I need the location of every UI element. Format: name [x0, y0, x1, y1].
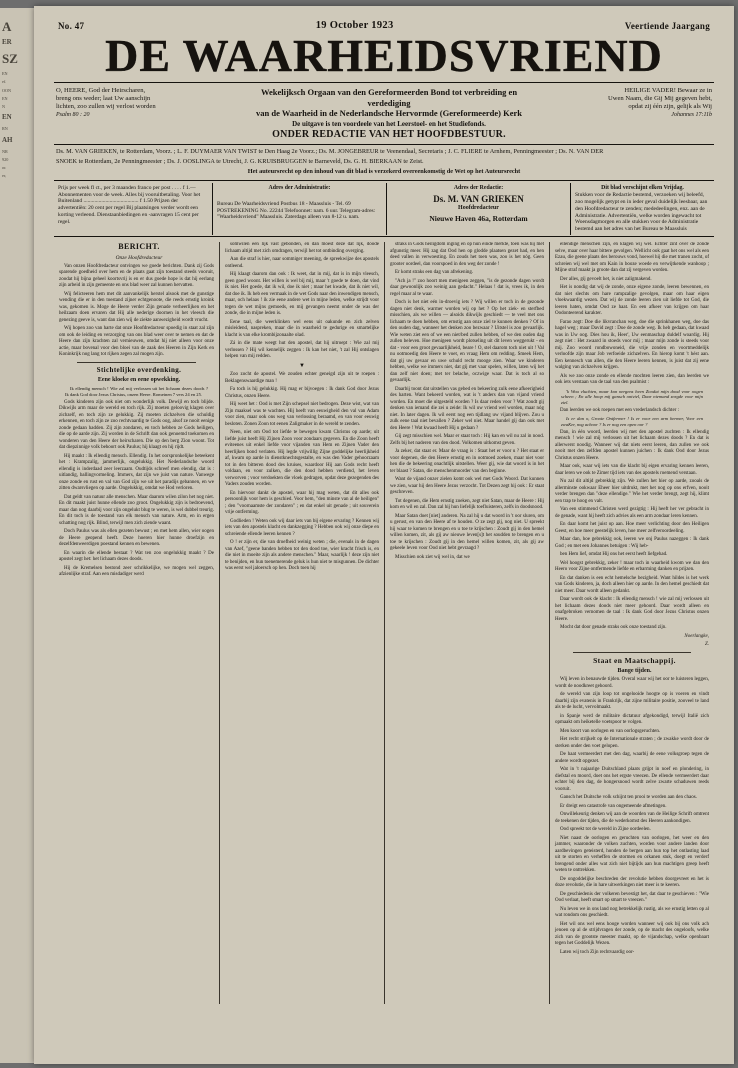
editor-role: Hoofdredacteur	[458, 205, 499, 212]
paragraph: Aan die straf is hier, naar sommiger meening, de spreekwijze des apostels ontleend.	[225, 257, 379, 269]
paragraph: Het recht strijkelt op de Internationale straten ; de zwakke wordt door de sterken onder den voet gelopen.	[555, 737, 709, 749]
right-verse-reference: Johannes 17:11b	[671, 111, 712, 118]
right-verse-line-3: opdat zij één zijn, gelijk als Wij	[628, 103, 712, 111]
paragraph: Als we zoo onze zonde en ellende mochten leeren zien, dan leerden we ook iets verstaan van de taal van den psalmist :	[555, 373, 709, 386]
edge-text: EN	[2, 71, 8, 76]
left-verse-line-1: O, HEERE, God der Heirscharen,	[56, 87, 146, 94]
paragraph: ben Hem lief, omdat Hij ons het eerst heeft liefgehad.	[560, 552, 668, 558]
paragraph: En dat danken is een echt hemelsche bezigheid. Want hildes is het werk van Gods kinderen, ja, doch alleen hier op aarde. In den hemel geschiedt dat niet meer. Daar wordt alleen gedankt.	[555, 575, 709, 594]
edge-fragment: ER	[2, 38, 12, 46]
edge-fragment: EN	[2, 113, 12, 122]
paragraph: En waarin die ellende bestaat ? Wat ten zoo ongelukkig maakt ? De apostel zegt het: het lichaam dezes doods.	[59, 550, 214, 563]
issue-number: No. 47	[58, 21, 85, 31]
publication-notice-text: Stukken voor de Redactie bestemd, verzoeken wij beleefd, zoo mogelijk getypt en in ieder geval duidelijk leesbaar, aan den Hoofdredacteur te zenden; mededeelingen, enz. aan de Administratie. Advertentiën, welke worden ingewacht tot Woensdagmorgen en alle stukken voor de Administratie bestemd aan het adres van het Bureau te Maassluis	[575, 191, 708, 233]
edge-text: or.	[2, 165, 7, 170]
edge-text: OON	[2, 87, 12, 93]
paragraph: Er komt straks een dag van afrekening.	[395, 270, 474, 276]
paragraph: Want de vijand onzer zielen komt ook wel met Gods Woord. Dat kunnen we zien, waar hij den Heere Jezus verzocht. Tot Dezen zegt hij ook : Er staat geschreven.	[390, 477, 544, 496]
administration-box	[212, 183, 386, 235]
paragraph-ornament: ▼	[299, 362, 305, 369]
paragraph: Dan, in één woord, leerden wij met den apostel zuchten : Ik ellendig mensch ! wie zal mij verlossen uit het lichaam dezes doods ? En dat is allerwerst noodig. Wanneer wij dat niets eerst leeren, dan zullen we ook nooit met den zelfden apostel kunnen juichen : Ik dank Ood door Jezus Christus onzen Heere.	[555, 429, 709, 461]
scripture-quote: Ik ellendig mensch ! Wie zal mij verlossen uit het lichaam dezes doods ? Ik dank God door Jezus Christus, onzen Heere. Romeinen 7 vers 24 en 25.	[65, 386, 208, 398]
paragraph: Ja zeker, dat staat er. Maar de vraag is : Staat het er voor u ? Het staat er voor degenen, die den Heere ernstig en in ootmoed zoeken, maar niet voor hen die de bekeering onachtlijk uitstellen. Weer gij, wie dat woord is in het ter blaast ? Satan, die menschenmoorder van den beginne.	[390, 449, 544, 474]
editor-heading: Adres der Redactie:	[453, 184, 504, 191]
issue-date: 19 October 1923	[315, 20, 394, 31]
subtitle-line-2: van de Waarheid in de Nederlandsche Hervormde (Gereformeerde) Kerk	[256, 108, 522, 119]
paragraph: Tot degenen, die Hem ernstig zoeken, zegt niet Satan, maar de Heere : Hij kom en wil en zal. Dan zal hij hun liefelijk toefluisteren, zelfs in doodsnood.	[390, 498, 544, 511]
paragraph: Farao zegt: Doe die likvranchan weg, doe die sprinkhanen weg, doe das hagel weg ; maar David zegt : Doe de zonde weg. Ik heb gedaan, dat kwaad was in Uw oog. Dies hou ik, Heer', Uw eenmaschap duldelf woardig. Hij zegt niet : Het zwaard in stoeds voor mij ; maar mijn zonde is steeds voor mij. Zoo woord rondbowoneid, die vrije zonden en voortmeddelijk verloofde zijn maar Job verfoeide zichzelven. En hierop komt 't hést aan. Een kennesch van allen, die den Heere leeren kennen, is juist dat zij eene walging van zichzelven krijgen.	[555, 319, 709, 371]
right-verse-block	[542, 87, 712, 141]
paragraph: Hij klaagt daarom dan ook : Ik weet, dat in mij, dat is in mijn vleesch, geen goed woont. Het willen is wel bij mij, maar 't goede te doen, dat vind ik niet. Het goede, dat ik wil, doe ik niet ; maar het kwade, dat ik niet wil, dat doe ik. Ik heb een vermaak in de wet Gods naar den inwendigen mensch, maar, och helaas ! ik zie eene andere wet in mijne leden, welke strijdt voor tegen de wet mijns gemoeds, en mij gevangen neemt onder de was der zonde, die in mijne leden is.	[225, 272, 379, 317]
paragraph: Daar wordt ook de klacht : Ik ellendig mensch ! wie zal mij verlossen uit het lichaam dezes doods niet meer gehoord. Daar wordt alleen en onafgebroken vernomen de taal : Ik dank God door Jezus Christus onzen Heere.	[555, 597, 709, 622]
paragraph: Hij weet het : Ood is met Zijn schepsel niet bedrogen. Deze wist, wat van Zijn maaksel was te wachten. Hij heeft van eeuwigheid den val van Adam voor zien, maar ook ons weg van verlossing beraamd, en van voor eeuwig besloten. Zonen Zoon tot eenen Zaligmaker in de wereld te zenden.	[225, 402, 379, 427]
paragraph: Daarbij toont dat uitstellen vas gebed en bekeering zulk eene afkeerigheid des harten. Want bekeerd worden, wat is 't anders dan van vijand vriend worden. En moet die uitgesteld worden ? Is daar reden voor ? Wat zoudt gij denken van iemand die zei u zeide: Ik wil uw vriend wel worden, maar nóg niet. In later dagen. Ik wil eerst nog een tijdlang uw vijand blijven. Zou u zulk eene taal niet bevallen ? Zeker wel niet. Maar handel gij dan ook met den Heere ! Wat kwaad heeft Hij u gedaan ?	[390, 386, 544, 431]
masthead-band	[54, 84, 714, 143]
edge-text: RN	[2, 126, 8, 132]
paragraph: O ! er zijn er, die van droefheid weinig weten ; die, evenals in de dagen van Azef, "geene banden hebben tot den dood toe, wier kracht frisch is, en die niet in moeite zijn als andere menschen." Maar, waarlijk ! deze zijn niet te benijden, en hun toenemerende geluk is hun niet te misgunnen. De dichter was eerst wel jaloersch op hen. Doch toen hij	[225, 540, 379, 572]
newspaper-title: DE WAARHEIDSVRIEND	[105, 30, 663, 81]
editorial-board-heading: ONDER REDACTIE VAN HET HOOFDBESTUUR.	[272, 128, 506, 140]
section-divider	[77, 362, 196, 363]
right-verse-line-1: HEILIGE VADER! Bewaar ze in	[624, 87, 712, 94]
subscription-box	[54, 183, 212, 235]
overdenking-heading: Stichtelijke overdenking.	[96, 365, 182, 374]
paragraph: Mocht dat door genade straks ook onze toestand zijn.	[560, 625, 667, 631]
edge-text: er,	[2, 173, 7, 179]
paragraph: Men koort van oorlogen en van oorlogsgeruchten.	[560, 728, 661, 734]
verse-quote-1: 'k Wou vluchten, maar kon nergens heen Zoodat mijn dood voor oogen scheen ; En alle hoop mij gansch ontviel, Daar niemand zorgde voor mijn ziel.	[561, 388, 703, 406]
left-verse-line-3: lichten, zoo zullen wij verlost worden	[56, 103, 156, 111]
paragraph: De ongoddelijke beschreden der revolutie hebben doorgevreet en het is doze revolutie, die in hare uitwerkingen niet meer is te keeren.	[555, 876, 709, 889]
paragraph: Hij maakt : Ik ellendig mensch. Ellendig. In het oorspronkelijke beteekent het : Krampzalig, jammerlijk, ongelukkig. Het Nederlandsche woord ellendig is inderdaad zeer leerzaam. Oudtijds schreef men elendig, dat is : uitlandig, ballingvormeling. Immers, dat zijn we juist van nature. Vanwege onze zonde en rust en val van God zijn we uit het paradijs gebannen, en we zitten dwarsvliegen op aarde. Ongelukkig, omdat we Hod verloren.	[59, 453, 214, 492]
paragraph: Wij leven in benauwde tijden. Overal waar wij het oor te luisteren leggen, wordt de noodkreet gehoord.	[555, 677, 709, 689]
paragraph: Onwillekeurig denken wij aan de woorden van de Heilige Schrift omtrent de teekenen der tijden, die de wederkomst des Heeren aankondigen.	[555, 812, 709, 824]
subtitle-block	[242, 87, 536, 141]
paragraph: En hiervoor dankt de apostel, waar hij mag weten, dat dit alles ook persoonlijk voor hem is geschied. Voor hem, "den minste van al de heiligen" ; den "voornaamste der zondaren" ; en dat enkel uit genade ; uit souverein vrije ontferming.	[225, 490, 379, 516]
board-members-line-1: Ds. M. VAN GRIEKEN, te Rotterdam, Voorz. ; L. F. DUYMAER VAN TWIST te Den Haag 2e Voorz.; Ds. M. JONGEBREUR te Veenendaal, Secretaris ; J. C. FLIERE te Arnhem, Penningmeester ; Ds. N. VAN DER	[56, 148, 604, 156]
paragraph: Maar Satan doet [niet] anderen. Na zal hij u dat woord in 't oor sluren, om u gerust, en van den Heere af te houden. O ze zegt gij, nog niet. U spreekt hij waar te komen te brengen en u toe te krijschen : Zoudt gij in den hemel willen komen, zit, als gij aw nieuwe leven[s]t het soudden te brengen en u toe te krijschen : Zoudt gij in den hemel willen komen, zit, als gij aw gekeele leven voor Ood niet hebt gevraagd ?	[390, 513, 544, 552]
paragraph: Dan leerden we ook roepen met een vrederlandsch dichter :	[560, 407, 679, 413]
paragraph: Fa toch is hij gelukkig. Hij mag er bijvoegen : Ik dank God door Jezus Christus, onzen Heere.	[225, 387, 379, 399]
edge-text: 920	[2, 156, 9, 162]
overdenking-subheading: Eene kloeke en eene opwekking.	[97, 376, 181, 383]
column-4	[549, 242, 714, 1004]
paragraph: Wel hoogst gebrekkig, zeker ! maar toch in waarheid kwom we dan den Heero voor Zijne ontfermende liefde en erbarming danken en prijzen.	[555, 560, 709, 573]
editor-name: Ds. M. VAN GRIEKEN	[433, 193, 524, 204]
board-members-line-2: SNOEK te Rotterdam, 2e Penningmeester ; Ds. J. OOSLINGA te Utrecht, J. G. KRUISBRUGGEN te Barneveld, Ds. G. H. BIERKAAN te Zeist.	[56, 158, 424, 166]
edge-fragment: AH	[2, 135, 13, 144]
staat-maatschappij-heading: Staat en Maatschappij.	[593, 655, 676, 665]
editor-box	[386, 183, 570, 235]
paragraph: Wat in 't najaarige Duitschland plaats grijpt in noef en plondering, in diefstal en moord, doet ons het ergste vreezen. De ellende vermeerdert daar echter bij den dag, de hongersnood wordt zelve zwarte schaduwen reeds vooruit.	[555, 767, 709, 792]
left-verse-block	[56, 87, 236, 141]
subtitle-line-3: De uitgave is ten voordeele van het Leerstoel- en het Studiefonds.	[292, 119, 486, 128]
masthead-rule-2	[54, 144, 714, 145]
edge-fragment: A	[2, 19, 12, 34]
paragraph: Maar ook, waar wij iets van die klacht bij eigen ervaring kennen leeren, daar leren we ook te Zimer tijd iets van des apostels roemend verstaan.	[555, 464, 709, 476]
newspaper-sheet	[34, 6, 734, 1064]
paragraph: somwilen een lijk vast gebonden, en dan moest deze dat lijk, doode lichaam altijd met zich omdragen, terwijl het tot ontbinding overging.	[225, 242, 379, 254]
administration-text: Bureau De Waarheidsvriend Postbus 18 - Maassluis - Tel. 69 POSTREKENING No. 22244 Telefoonnet: nam. 6 uur. Telegram-adres: "Waarheidsvriend" Maassluis. Zaterdags alleen van 8-12 u. nam.	[217, 200, 376, 221]
edge-fragment: SZ	[2, 51, 18, 66]
paragraph: de wereld van zijn loop tot ongelooide hoogte op is voeren en vindt daarbij zijn evatenis in Frankrijk, dat zijne militaire positie, zooveel te land als te de lucht, vervolmaakt.	[555, 692, 709, 711]
section-divider	[573, 652, 691, 653]
paragraph: Niet naast de oorlogen en geruchten van oorlogen, het weer en den jammer, waaronder de volken zuchten, worden voor andere landen door aardbevingen geteisterd, honden de bergen aan hun top het ontlasting laad uit te storten en verheffen de stormen en orkanen stuk, doegt en verderf brengend onder alles wat zich niet bijtijds aan hun machtigen greep heeft weten te onttrekken.	[555, 835, 709, 874]
bange-tijden-subheading: Bange tijden.	[617, 667, 652, 674]
masthead-info-boxes	[54, 183, 714, 235]
column-2	[219, 242, 384, 1004]
paragraph: Het wil ons wel eens hooge worden wanneer wij ook bij ons volk ach jenoen op al de strijdvragen der zonde, op de macht des ongeloofs, welke zich van de grootste meester maakt, op de vijandschap, welke openbaart tegen het Goddelijk Wezen.	[555, 921, 709, 947]
paragraph: Zá in die mate weegt hut den apostel, dat hij uitroept : Wie zal mij verlossen ? Hij wil kennelijk zeggen : Ik kan het niet, 't zal Hij ontslagen helpen van mij redden.	[225, 341, 379, 360]
edge-text: NR	[2, 148, 8, 154]
paragraph: Wij felicteeren hem met dit aanvankelijk herstel alsook met de gunstige wending die er in den toestand zijner echtgenoote, die reeds ernstig kroink was, gekomen is. Moge de Heere verder Zijn genade verheerlijken en het heilzaam doen ervaren dat Hij alle nederige doornen in het vleesch die genezing geeve is, want dan zien wij de ziekte aanwezigheid wordt vrucht.	[59, 291, 214, 323]
paragraph: Ood spreekt tot de wereld in Zijne oordeelen.	[560, 827, 651, 833]
paragraph: straks in Gods heiligdom inging en op hun einde merkte, toen was hij met afgunstig meer. Hij zag dat Ood hen op glodde plaatsen gezet had, en hen deed vallen in verwoesting. En zouds het toen was, zoo is het nóg. Geen grooter oordeel, dan voorspoed in den weg der zonde !	[390, 242, 544, 267]
masthead-rule-4	[54, 236, 714, 237]
masthead-rule-3	[54, 180, 714, 181]
paragraph: Eene taal, die weerklinken wel eens uit oakunde en zich zelven misleidend, naspreken, maar die in waarheid te gedurige en smartelijke klacht is van elke krombijzonaalte olad.	[225, 319, 379, 338]
paragraph: Hij de Kremelsen bestond zeer schrikkelijke, we mogen wel zeggen, afzienlijke straf. Aan een misdadiger werd	[59, 565, 214, 578]
paragraph: Van een stimmend Christen werd gezigtig : Hij heeft her ver gebracht in de genade, want hij heeft zich advies als een arm zondaar leren kennen.	[555, 507, 709, 519]
paragraph: Doch is het niet eén in-droevig iets ? Wij willen er toch in de gezonde dagen niet denk, warmer worden wij op het ? Op het ziek- en sterfbed misschien, als we willen — alsoids dikwijls geschiedt — te veel met ons lichaam te doen hebben, om ernstig aan onze ziel te kunnen denken ? Of in den ouden dag, wanneer het denken zoo bezwaar ? Uitstel is zoo gevaarlijk. Wie weten ziet een of we een niet/bed zullen hebben, of we den ouden dag zullen beleven. Hoe menigeen wordt plotseling uit dit leven weggerukt - en dat - voor een groot gevaarlijkheid, beare ! O, stel daarom toch niet uit ! Val nu ootmoedig den Heere te voet, en vraag Hem om redding. Smeek Hem, dat gij uw gevaar en uwe schuld recht mooge zien. Waar we kinderen hebben, welke we immers niet, dat gij met vaar spelen, willen, laten wij het dan zelf niet doen; met ter belache, oczwige waar. Dat is toch al so gevaarlijk.	[390, 300, 544, 384]
article-signature-place: Noerlangke,	[684, 633, 709, 639]
column-1	[54, 242, 219, 1004]
copyright-line: Het auteursrecht op den inhoud van dit blad is verzekerd overeenkomstig de Wet op het Auteursrecht	[247, 168, 521, 176]
paragraph: De haat vermeerdert met den dag, waarbij de eene volksgroep tegen de andere wordt opgezet.	[555, 752, 709, 764]
article-columns	[54, 242, 714, 1004]
paragraph: Zoo zocht de apostel. We zouden echter geneigd zijn uit te roepen : Beklagenswaardige man !	[225, 372, 379, 384]
paragraph: Van onzen Hoofdredacteur ontvingen we goede berichten. Dank zij Gods sparende goedheid over hem en de plaats gaat zijn toestand steeds vooruit, zoodat hij bijna geheel koortsvrij is en er dus goede hope is dat hij eerlang zijn arbeid in zijn gemeente en ons blad weer zal kunnen hervatten.	[59, 263, 214, 289]
paragraph: in Spanje werd de militaire dictatuur afgekondigd, terwijl Italië zich opmaakt om heiketelle voetspoor te volgen.	[555, 713, 709, 726]
paragraph: ellendige menschen zijn, en klagen wij wel. Echter zint over de zonde selve, maar over haar bittere gevolgen. Wellicht ook gaat het ons wel als een Ezau, die geene plaats des berouws vond, hoewel hij die met tranen zocht, of schreien wij wel met om Kain in booze woede en verwijtkende wanhoop ; Mijne straf maakt ja groote dan dat zij vergeven worden.	[555, 242, 709, 274]
paragraph: Dat geldt van natuur alle menschen. Maar daarom wilen zilon het nog niet. En dit maakt juist hunne ellende zoo groot. Ongelukkig zijn is bedroevend, maar dan nog daarbij voor zijn ongelukt blug te weren, is wel dubbel treurig. En dit toch is de toestand van elk mensch van nature. Arm, en in ergen schatting nog rijk. Blind, terwijl men zich ziende waant.	[59, 494, 214, 526]
paragraph: Neen, niet om Ood tot liefde te bewegen kwam Christus op aarde; uit liefde juist heeft Hij Zijnen Zoon voor zondaars gegeven. En die Zoon heeft eviteenes uit enkel liefde voor vijanden van Hem en Zijnen Vader den heerlijken bond verlaten. Hij legde vrijwillig Zijne goddelijke heerlijkheid af, kwam op aarde in dienstknechtsgestalte, en was den Vader gehoorzaam tot in den bitteren dood des kruises, waardoor Hij aan Gods recht heeft voldaan, en voor zulken, die den dood hebben verdiend, het leven verworven ; voor verdoekten die vloek gedragen, opdat deze gezegenden des Vaders zouden worden.	[225, 430, 379, 488]
left-verse-line-2: breng ons weder; laat Uw aanschijn	[56, 95, 151, 103]
volume-label: Veertiende Jaargang	[624, 21, 710, 31]
verse-quote-2: Is er dan o, Groote Ontfermer ! Is er voor een arm hermer, Voor een zwaKer, nog achoor ? Is er nog een open oor ?	[561, 416, 703, 428]
article-signature-initial: Z.	[704, 642, 709, 648]
paragraph: Nu leven we in ons land nog betrekkelijk rustig, als we ernstig letten op al wat rondom ons geschiedt.	[555, 906, 709, 919]
publication-notice-box	[570, 183, 714, 235]
paragraph: Laten wij toch Zijn rechtvaardig oor-	[560, 949, 635, 955]
bericht-subheading: Onze Hoofdredacteur	[115, 254, 163, 261]
paragraph: De geschiedenis der volkeren bevestigt het, dat daar te geschieven : "Wie Ood verlaat, heeft smart op smart te vreezen."	[555, 891, 709, 904]
paragraph: Doch Paulus was als ellen gezeten bewust ; en met hem allen, wier oogen de Heere geopend heeft. Deze hoeren hier hunne droefzijn en dezelfdenweerdigen poestand kennen en bewenen.	[59, 529, 214, 548]
paragraph: Der alles, gij gevoelt het, is niet zaligmakend.	[560, 276, 652, 282]
edge-text: ef.	[2, 79, 7, 85]
subtitle-line-1: Wekelijksch Orgaan van den Gereformeerden Bond tot verbreiding en verdediging	[260, 87, 518, 108]
administration-office	[217, 192, 382, 201]
subscription-text: Prijs per week fl ct., per 3 maanden franco per post . . . . f 1.— Abonnementen voor de week. Alles bij vooruitbetaling. Voor het Buitenland ........................................ f 1.50 Prijzen der advertentiën: 20 cent per regel Bij plaatsingen verder wordt een korting verleend. Dienstaanbiedingen en -aanvragen 15 cent per regel.	[58, 184, 201, 226]
editor-address: Nieuwe Haven 46a, Rotterdam	[429, 213, 528, 223]
paragraph: Het is nondig dat wij de zonde, onze eigene zonde, leeren bewennen, en dat niet slechts om hare rampzalige gevolgen, maar om haar eigen vloekwaardig wezen. Dat wij de zonde leeren zien uit liefde tot God, die leeren haten, omdat Ood ze haat. En een afkeer van krijgen om haar Oodonteerend karakter.	[555, 285, 709, 317]
edge-text: EN	[2, 95, 8, 101]
right-verse-line-2: Uwen Naam, die Gij Mij gegeven hebt,	[607, 95, 712, 103]
administration-heading: Adres der Administratie:	[268, 184, 331, 191]
paragraph: Gansch het Duitsche volk schijnt ten prooi te worden aan den chaos.	[560, 795, 697, 801]
paragraph: Misschien ook ziet wij wel in, dat we	[395, 554, 470, 560]
paragraph: En daar komt het juist op aan. Hoe meer verlichting door den Heiligen Geest, en hoe meer geestelijk leven, hoe meer zelfveroordeeling.	[555, 522, 709, 534]
paragraph: Maar dan, hoe gebrekkig ook, leeren we onj Paulus nazeggen : Ik dank God ; en met een Johannes betuigen : Wij heb-	[555, 537, 709, 549]
paragraph: "Ach ja !" zoo hoort men menigeen zeggen, "is de gezonde dagen wordt daar gewoonlijk zoo weinig aan gedacht." Helaas ! dat is, vrees ik, in den regel maar al te waar.	[390, 278, 544, 297]
publication-day-heading: Dit blad verschijnt elken Vrijdag.	[601, 184, 684, 191]
column-3	[384, 242, 549, 1004]
bericht-heading: BERICHT.	[118, 242, 160, 252]
paragraph: Gods kinderen zijn ook niet om wonderlijk volk. Dewijl en toch blijde. Dikwijls arm maar de wereld en toch rijk. Zij moeten geloovig klagen over zichzelf, en toch zijn ze gelukkig. Zij moeten zichzelven die schuldig erkennen, en toch zijn ze zoo rechtvaardig te Gods oog, alsof ze nooit eenige zonde gedaan hadden. Zij zijn zondaren, en toch hebben ze Gods heiligen, die op de aarde zijn. Zij worden in de Schrift dan ook genoemd toekomen en wonderen van den Heere der heirscharen. Die op den berg Zion woont. Tot dat diepzinnige volk behoort ook Paulus; hij klaagt en hij rijdt.	[59, 399, 214, 451]
paragraph: Er dreigt een catastrofe van ongemeende afmetingen.	[560, 803, 667, 809]
edge-text: N	[2, 104, 6, 109]
paragraph: Gij zegt misschien wel. Maar er staat toch : Hij kan en wil nu zal in nood. Zelfs bij het naderen van den dood. Volkomen uitkomst geven.	[390, 434, 544, 446]
paragraph: Nu zal dit altijd gebrekkig zijn. We zullen het hier op aarde, zooals de allerminste ookwaar Eheer hier uitdrukt, met het nog op ons erfven, nooit verder brengen dan "deze ellendige." Wie het verder brengt, zegt hij, klimt een trap te hoog en valt.	[555, 479, 709, 504]
left-verse-reference: Psalm 80 : 20	[56, 111, 90, 118]
paragraph: Wij hopen zoo van harte dat onze Hoofdredacteur spoedig in staat zal zijn om ook de leiding en verzorging van ons blad weer over te nemen en dat de Heere dan zijn krachten zal vernieuwen, omdat hij niet alleen voor onze actie, maar bovenal voor den bloei van de zaak des Heeren in Zijn Kerk en Koninkrijk nog lang tot rijken zegen zal mogen zijn.	[59, 326, 214, 358]
paragraph: Godlieden ! Weten ook wij daar iets van bij eigene ervaring ? Kennen wij iets van den apostels klacht en dankzegging ? Hebben ook wij onze diepe en schreiende ellende leeren kennen ?	[225, 518, 379, 537]
masthead-rule	[54, 82, 714, 83]
